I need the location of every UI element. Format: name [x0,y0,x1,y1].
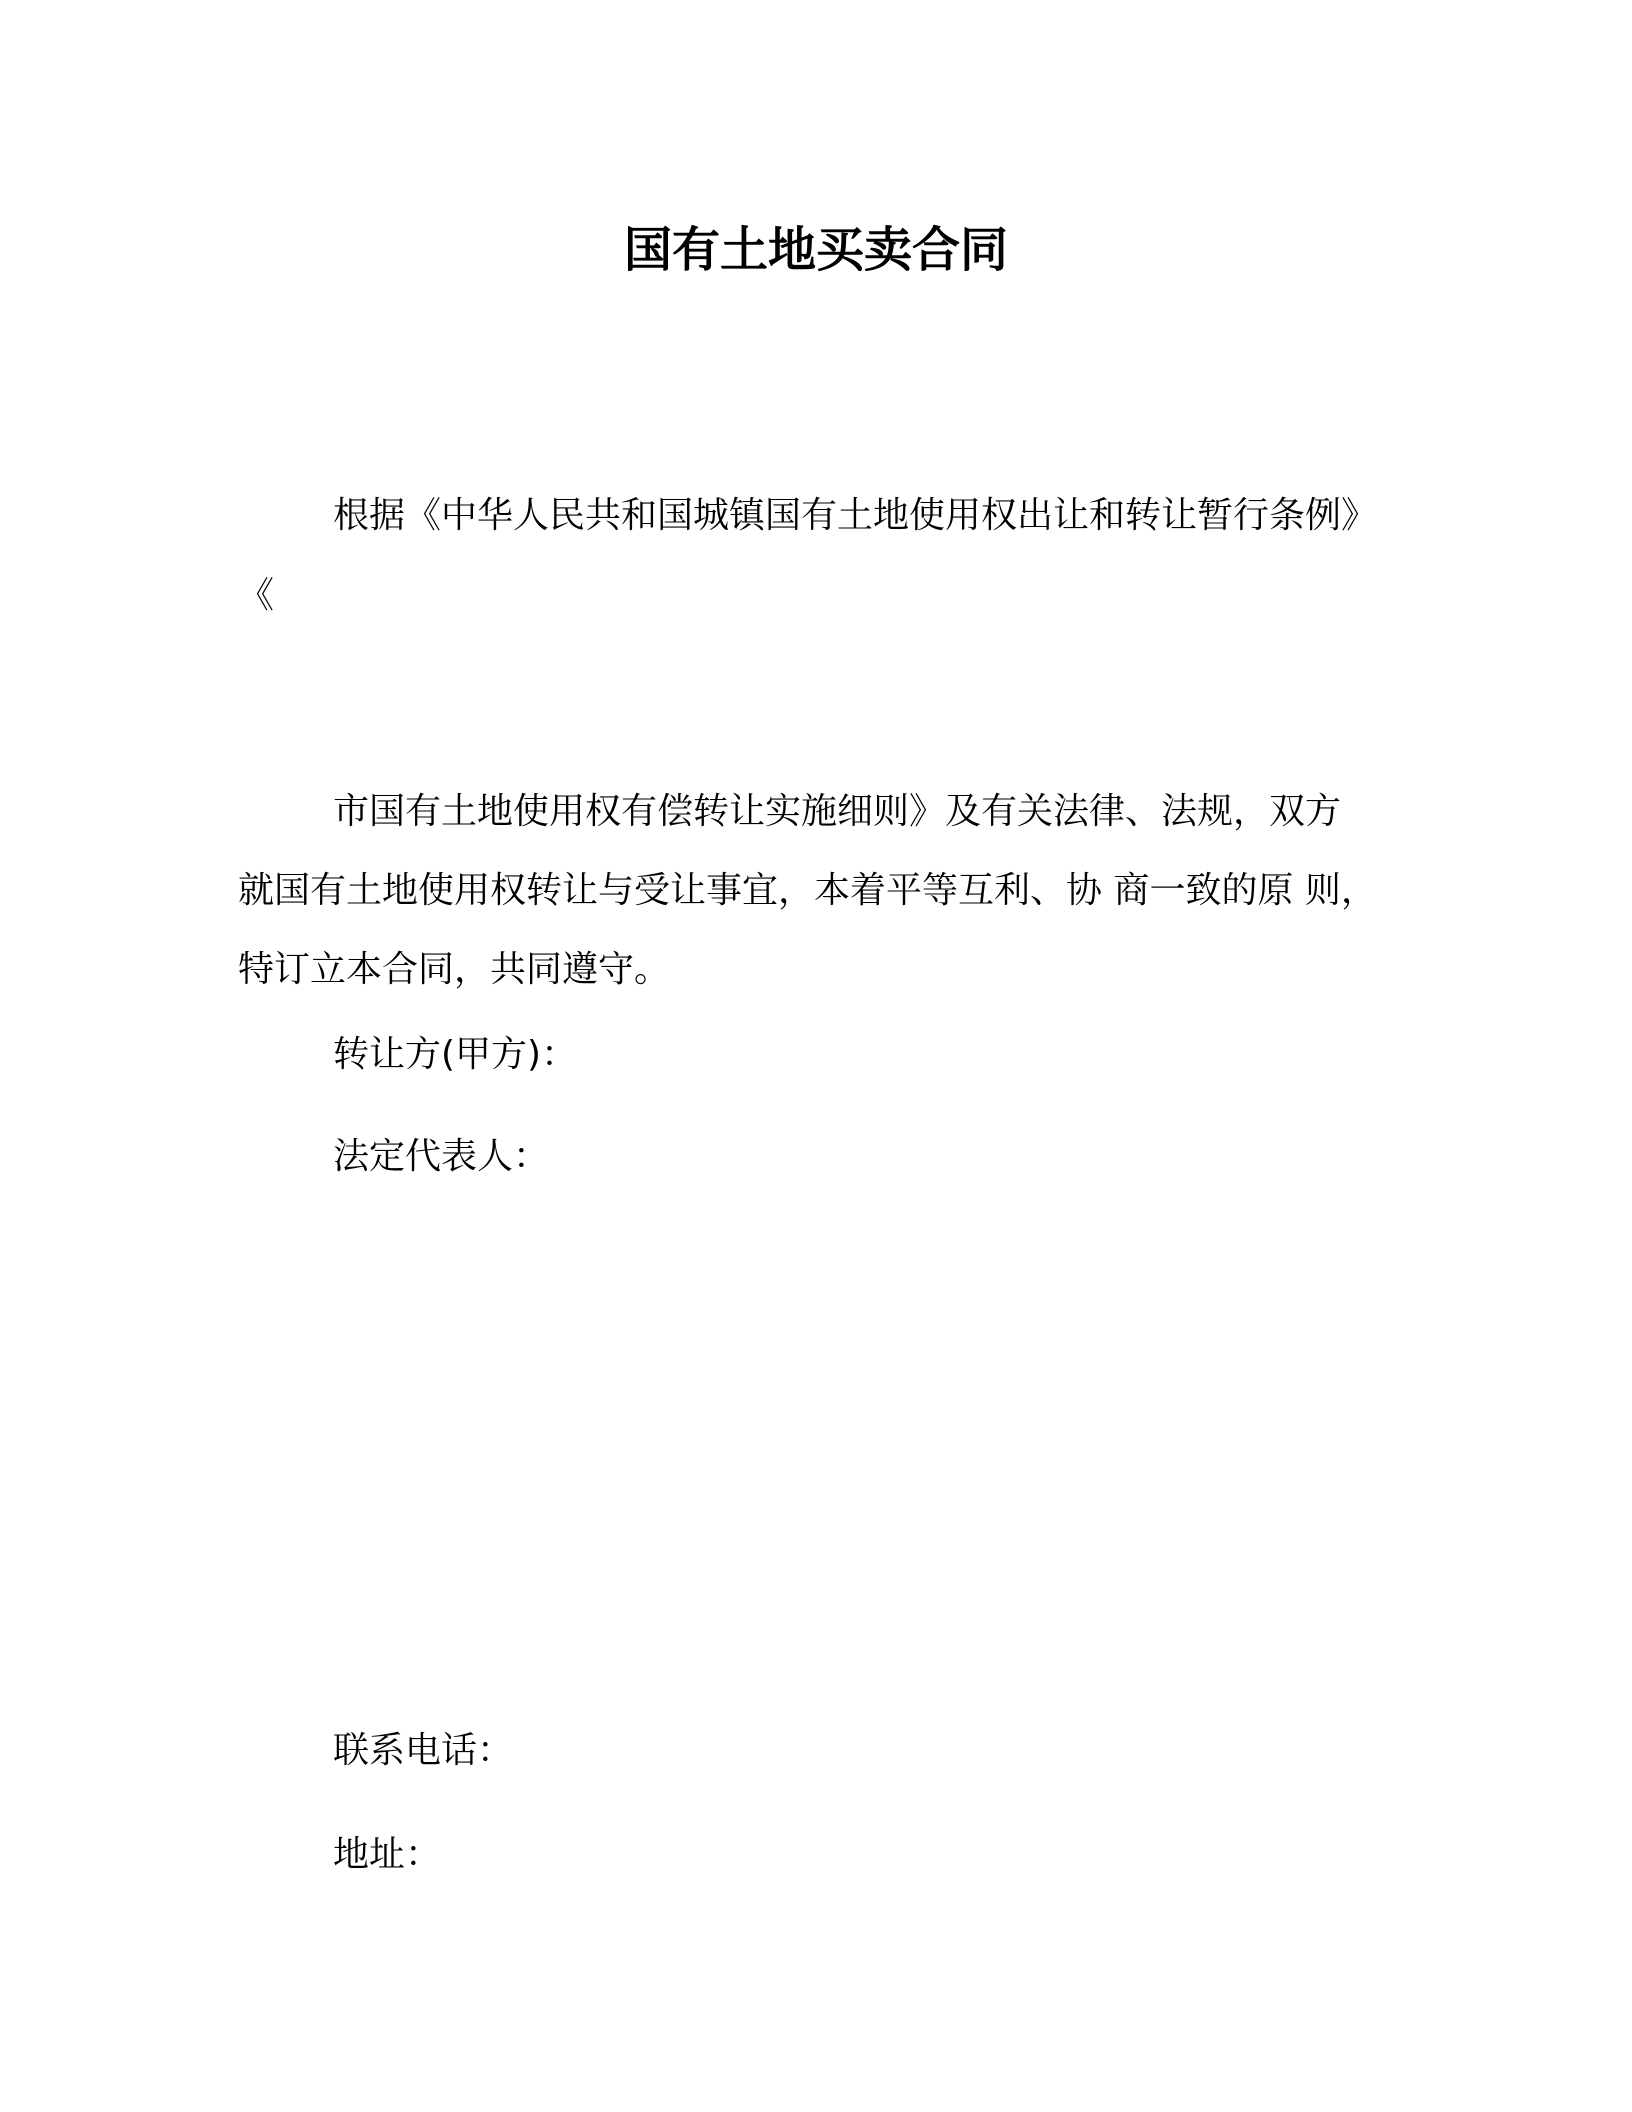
phone-label: 联系电话： [333,1730,514,1771]
paragraph-2-line-1: 市国有土地使用权有偿转让实施细则》及有关法律、法规，双方 [333,791,1342,832]
transferor-label: 转让方(甲方)： [333,1034,578,1075]
paragraph-1-line-2: 《 [238,575,275,616]
legal-representative-label: 法定代表人： [333,1136,550,1177]
paragraph-1-line-1: 根据《中华人民共和国城镇国有土地使用权出让和转让暂行条例》 [333,495,1378,536]
paragraph-2-line-3: 特订立本合同，共同遵守。 [238,949,671,990]
paragraph-2 [238,772,1378,1009]
document-title: 国有土地买卖合同 [623,222,1008,278]
paragraph-2-line-2: 就国有土地使用权转让与受让事宜，本着平等互利、协 商一致的原 则， [238,870,1377,911]
address-label: 地址： [333,1834,442,1875]
